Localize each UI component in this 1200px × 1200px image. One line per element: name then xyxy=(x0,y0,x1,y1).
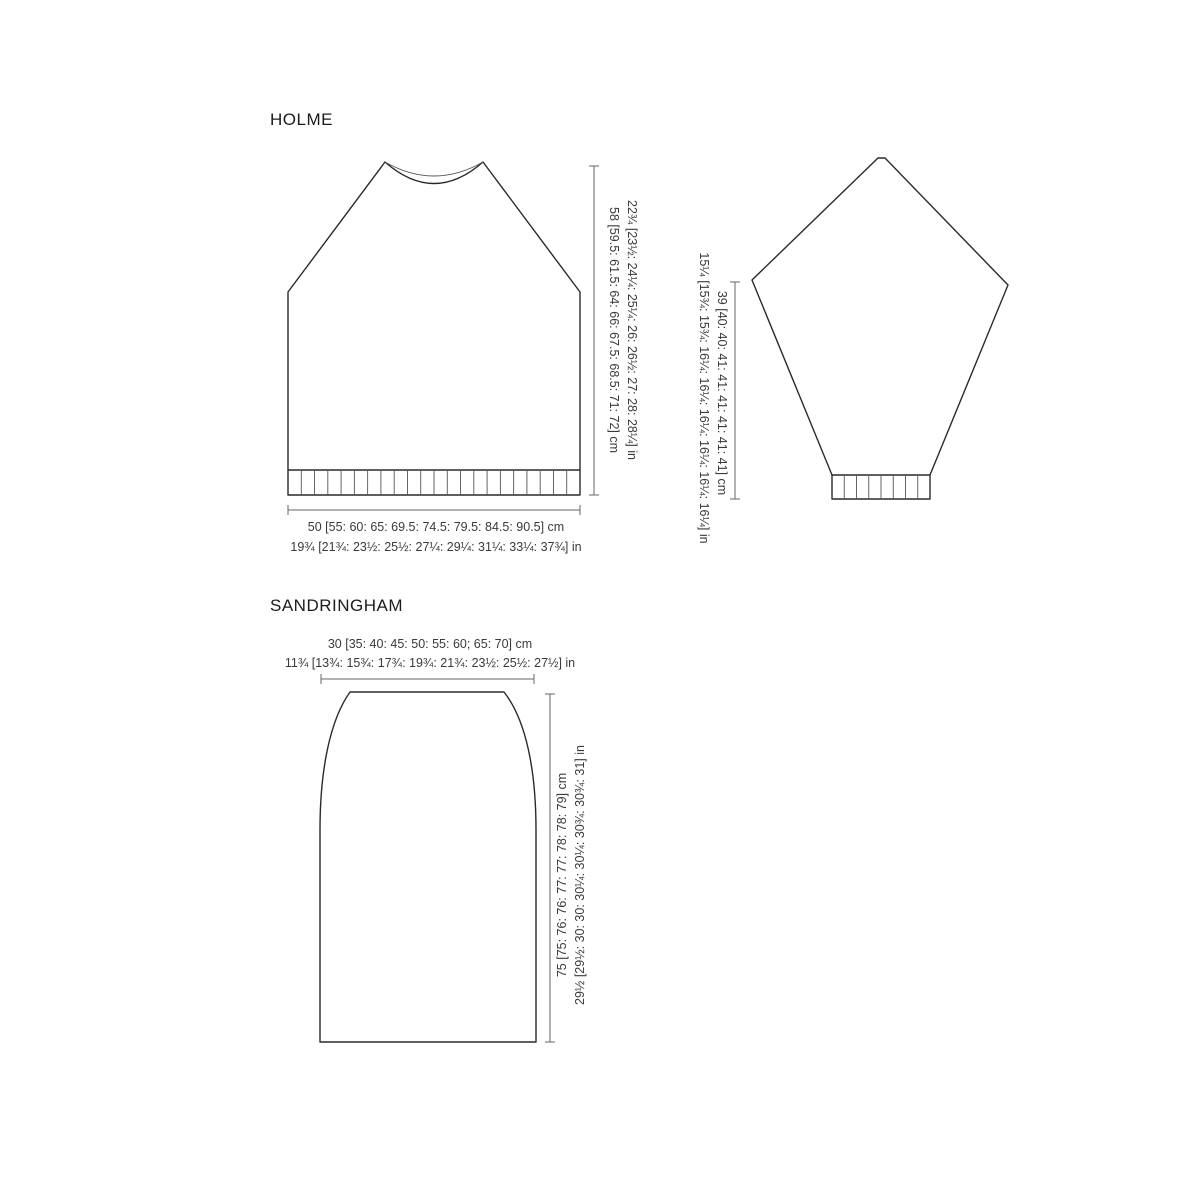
sandringham-title: SANDRINGHAM xyxy=(270,596,404,615)
holme-sleeve-outline xyxy=(752,158,1008,499)
holme-width-cm-label: 50 [55: 60: 65: 69.5: 74.5: 79.5: 84.5: 90.5] cm xyxy=(307,520,565,534)
holme-neckline xyxy=(385,162,483,176)
sandringham-length-in-label: 29½ [29½: 30: 30: 30¼: 30¼: 30¾: 30¾: 31] in xyxy=(573,745,587,1005)
holme-hem-ribbing xyxy=(301,470,566,495)
holme-sleeve-cm-label: 39 [40: 40: 41: 41: 41: 41: 41: 41] cm xyxy=(715,290,729,496)
holme-sleeve-schematic xyxy=(697,158,1008,544)
holme-cuff-ribbing xyxy=(844,475,918,499)
sandringham-width-in-label: 11¾ [13¾: 15¾: 17¾: 19¾: 21¾: 23½: 25½: 27½] in xyxy=(284,656,576,670)
holme-width-in-label: 19¾ [21¾: 23½: 25½: 27¼: 29¼: 31¼: 33¼: 37¾] in xyxy=(290,540,582,554)
sandringham-width-cm-label: 30 [35: 40: 45: 50: 55: 60; 65: 70] cm xyxy=(327,637,533,651)
sandringham-skirt-schematic xyxy=(285,637,587,1042)
holme-height-in-label: 22¾ [23½: 24¼: 25¼: 26: 26½: 27: 28: 28¼] in xyxy=(625,200,639,460)
holme-title: HOLME xyxy=(270,110,333,129)
holme-body-outline xyxy=(288,162,580,495)
sandringham-skirt-outline xyxy=(320,692,536,1042)
holme-body-schematic xyxy=(288,162,639,554)
holme-sleeve-in-label: 15¼ [15¾: 15¾: 16¼: 16¼: 16¼: 16¼: 16¼: 16¼] in xyxy=(697,252,711,544)
holme-height-cm-label: 58 [59.5: 61.5: 64: 66: 67.5: 68.5: 71: 72] cm xyxy=(607,206,621,454)
sandringham-length-cm-label: 75 [75: 76: 76: 77: 77: 78: 78: 79] cm xyxy=(555,772,569,978)
